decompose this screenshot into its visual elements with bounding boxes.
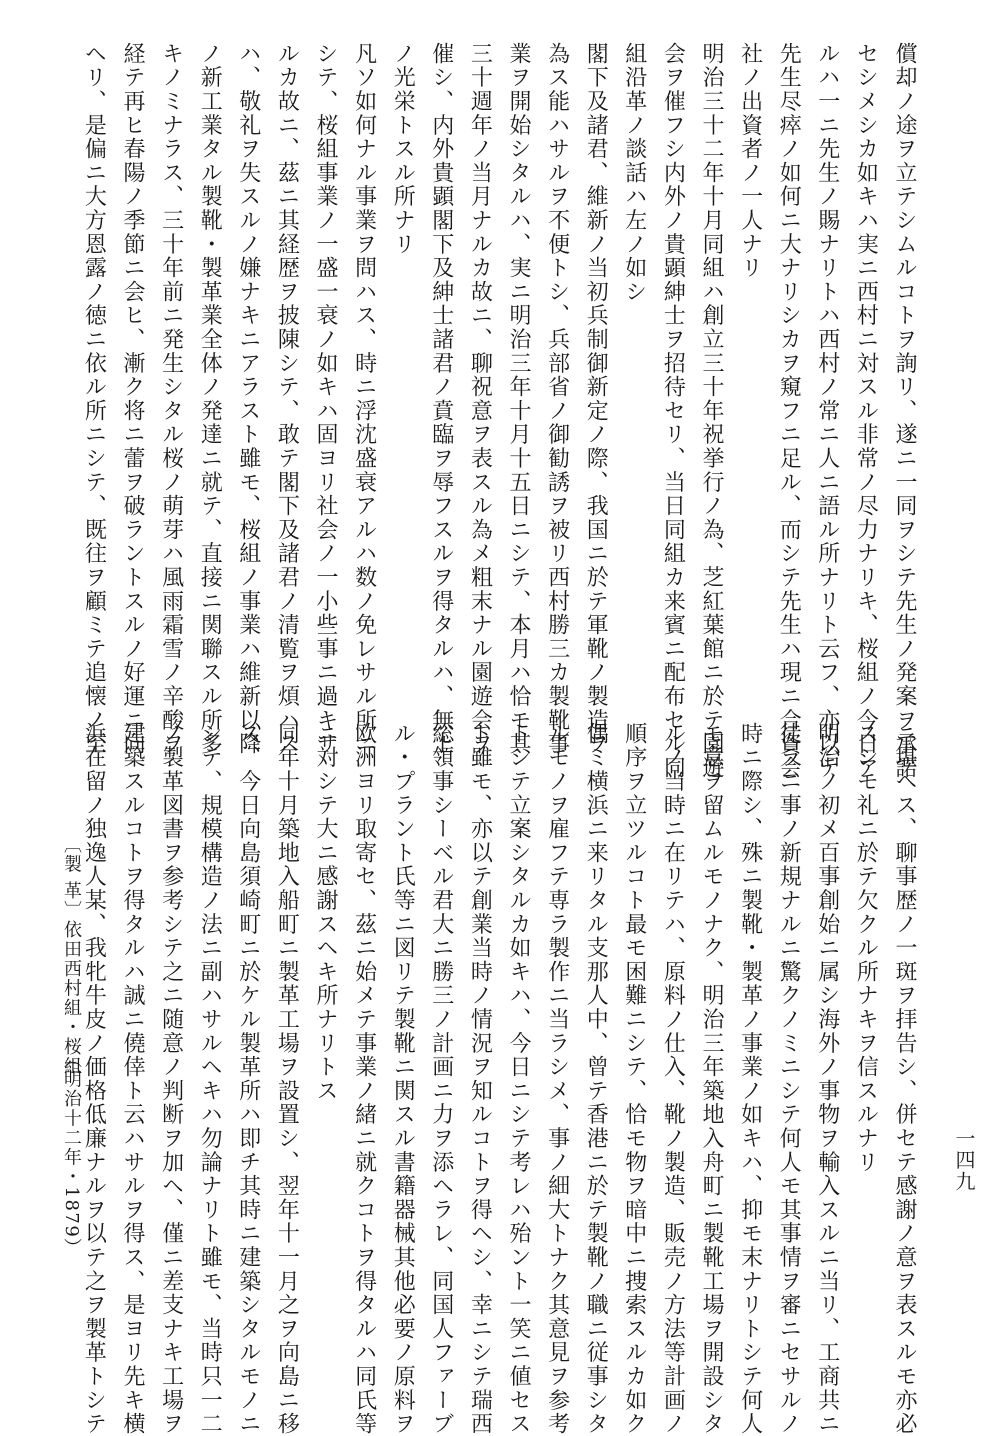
text-column: ルノ当時ニ在リテハ、原料ノ仕入、靴ノ製造、販売ノ方法等計画ノ [660,722,686,1436]
text-column: シテ、規模構造ノ法ニ副ハサルヘキハ勿論ナリト雖モ、当時只一二 [197,722,223,1436]
text-column: 先生尽瘁ノ如何ニ大ナリシカヲ窺フニ足ル、而シテ先生ハ現ニ合資会 [776,42,802,780]
page-number: 一四九 [952,1128,976,1193]
text-column: ヘリ、是偏ニ大方恩露ノ徳ニ依ル所ニシテ、既往ヲ顧ミテ追懐ノ至 [81,42,107,756]
header-title: 依田西村組・桜組 [61,920,82,1076]
text-column: ノ光栄トスル所ナリ [390,42,416,257]
text-column: 三十週年ノ当月ナルカ故ニ、聊祝意ヲ表スル為メ粗末ナル園遊会ヲ [467,42,493,756]
text-column: モ意ヲ留ムルモノナク、明治三年築地入舟町ニ製靴工場ヲ開設シタ [699,722,724,1436]
text-column: ノ製革図書ヲ参考シテ之ニ随意ノ判断ヲ加ヘ、僅ニ差支ナキ工場ヲ [158,722,184,1436]
text-column: 明治ノ初メ百事創始ニ属シ海外ノ事物ヲ輸入スルニ当リ、工商共ニ [814,722,840,1436]
text-column: 為ス能ハサルヲ不便トシ、兵部省ノ御勧誘ヲ被リ西村勝三カ製靴事 [544,42,570,756]
text-column: 時ニ際シ、殊ニ製靴・製革ノ事業ノ如キハ、抑モ末ナリトシテ何人 [737,722,763,1436]
text-column: ルカ故ニ、茲ニ其経歴ヲ披陳シテ、敢テ閣下及諸君ノ清覧ヲ煩ハス [274,42,300,756]
header-category: 〔製 革〕 [61,835,82,921]
text-column: ルハ一ニ先生ノ賜ナリトハ西村ノ常ニ人ニ語ル所ナリト云フ、亦以テ [814,42,840,780]
text-column: ニ対シテ大ニ感謝スヘキ所ナリトス [313,722,338,1103]
text-column: 業ヲ開始シタルハ、実ニ明治三年十月十五日ニシテ、本月ハ恰モ其 [506,42,531,756]
text-column: 社ノ出資者ノ一人ナリ [737,42,763,280]
text-column: 催シ、内外貴顕閣下及紳士諸君ノ賁臨ヲ辱フスルヲ得タルハ、無上 [428,42,454,756]
text-column: ルモノヲ雇フテ専ラ製作ニ当ラシメ、事ノ細大トナク其意見ヲ参考 [544,722,570,1436]
text-column: 経テ再ヒ春陽ノ季節ニ会ヒ、漸ク将ニ蕾ヲ破ラントスルノ好運ニ向 [120,42,145,756]
text-column: ハ、敬礼ヲ失スルノ嫌ナキニアラスト雖モ、桜組ノ事業ハ維新以降 [235,42,261,756]
text-column: セシメシカ如キハ実ニ西村ニ対スル非常ノ尽力ナリキ、桜組ノ今日ア [853,42,879,780]
text-column: 建築スルコトヲ得タルハ誠ニ僥倖ト云ハサルヲ得ス、是ヨリ先キ横 [120,722,145,1436]
text-column: ス、今日向島須崎町ニ於ケル製革所ハ即チ其時ニ建築シタルモノニ [235,722,261,1436]
text-column: 組沿革ノ談話ハ左ノ如シ [621,42,647,304]
text-column: 閣下及諸君、維新ノ当初兵制御新定ノ際、我国ニ於テ軍靴ノ製造ヲ [583,42,609,756]
text-column: 総領事シーベル君大ニ勝三ノ計画ニ力ヲ添ヘラレ、同国人ファーブ [428,722,454,1436]
text-column: キノミナラス、三十年前ニ発生シタル桜ノ萌芽ハ風雨霜雪ノ辛酸ヲ [158,42,184,756]
text-column: 同年十月築地入船町ニ製革工場ヲ設置シ、翌年十一月之ヲ向島ニ移 [274,722,300,1436]
text-column: ニ堪ヘス、聊事歴ノ一斑ヲ拝告シ、併セテ感謝ノ意ヲ表スルモ亦必 [892,722,917,1436]
text-column: 浜在留ノ独逸人某、我牝牛皮ノ価格低廉ナルヲ以テ之ヲ製革トシテ [81,722,107,1436]
text-column: 徒ラニ事ノ新規ナルニ驚クノミニシテ何人モ其事情ヲ審ニセサルノ [776,722,802,1436]
text-column: シテ、桜組事業ノ一盛一衰ノ如キハ固ヨリ社会ノ一小些事ニ過キサ [313,42,338,756]
text-column: 欧洲ヨリ取寄セ、茲ニ始メテ事業ノ緒ニ就クコトヲ得タルハ同氏等 [351,722,377,1436]
text-column: 順序ヲ立ツルコト最モ困難ニシテ、恰モ物ヲ暗中ニ捜索スルカ如ク [621,722,647,1436]
header-date: （明治十二年・1879） [61,1050,82,1258]
text-column: スシモ礼ニ於テ欠クル所ナキヲ信スルナリ [853,722,879,1175]
text-column: 償却ノ途ヲ立テシムルコトヲ詢リ、遂ニ一同ヲシテ先生ノ発案ヲ承諾 [892,42,917,780]
text-column: 偶ミ横浜ニ来リタル支那人中、曾テ香港ニ於テ製靴ノ職ニ従事シタ [583,722,609,1436]
text-column: 会ヲ催フシ内外ノ貴顕紳士ヲ招待セリ、当日同組カ来賓ニ配布セル同 [660,42,686,780]
text-column: ル・プラント氏等ニ図リテ製靴ニ関スル書籍器械其他必要ノ原料ヲ [390,722,416,1436]
text-column: 凡ソ如何ナル事業ヲ問ハス、時ニ浮沈盛衰アルハ数ノ免レサル所ニ [351,42,377,756]
text-column: 明治三十二年十月同組ハ創立三十年祝挙行ノ為、芝紅葉館ニ於テ園遊 [699,42,724,780]
text-column: ノ新工業タル製靴・製革業全体ノ発達ニ就テ、直接ニ関聯スル所多 [197,42,223,756]
text-column: トシテ立案シタルカ如キハ、今日ニシテ考レハ殆ント一笑ニ値セス [506,722,531,1436]
text-column: ト雖モ、亦以テ創業当時ノ情況ヲ知ルコトヲ得ヘシ、幸ニシテ瑞西 [467,722,493,1436]
